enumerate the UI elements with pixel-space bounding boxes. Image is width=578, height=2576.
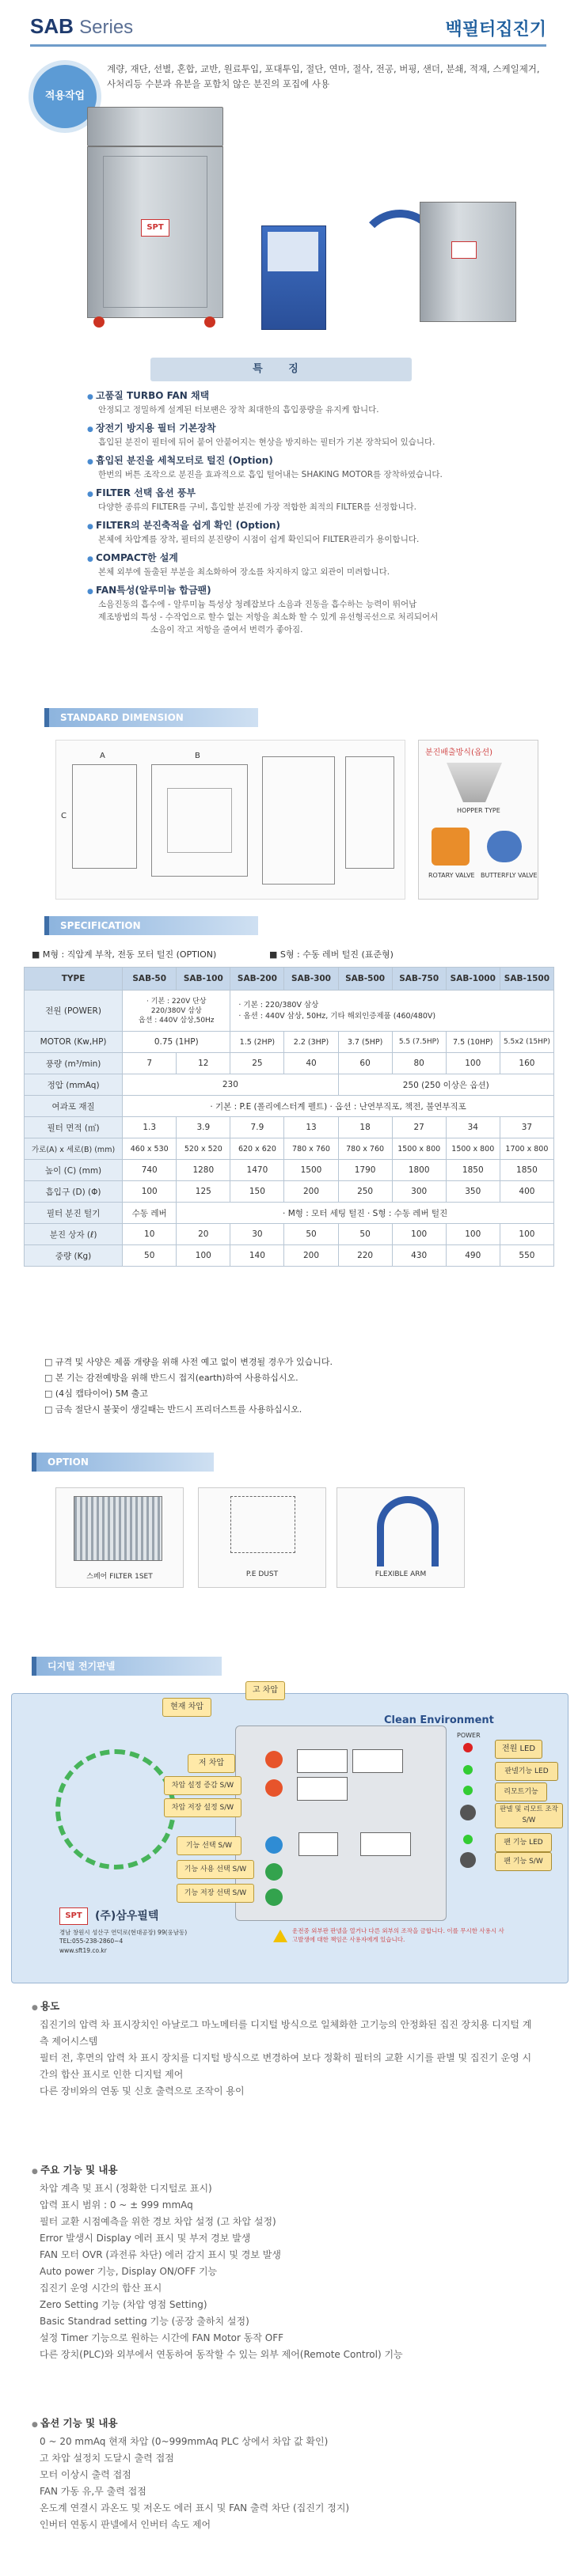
label-fn-select: 기능 선택 S/W bbox=[177, 1836, 241, 1855]
table-row: 필터 분진 털기 수동 레버 · M형 : 모터 세팅 털진 · S형 : 수동 레버 털진 bbox=[25, 1203, 554, 1224]
table-row: 중량 (Kg) 50 100 140 200 220 430 490 550 bbox=[25, 1245, 554, 1267]
series-logo: SAB Series bbox=[30, 14, 134, 38]
digital-title: 디지털 전기판넬 bbox=[32, 1657, 222, 1676]
product-image-main bbox=[87, 107, 222, 328]
warning-text: 운전중 외부판 판넬을 열거나 다른 외부의 조작을 금합니다. 이를 무시한 사용시 사고발생에 대한 책임은 사용자에게 있습니다. bbox=[292, 1927, 504, 1943]
spec-table bbox=[24, 967, 554, 1267]
table-row: 필터 면적 (㎡) 1.3 3.9 7.9 13 18 27 34 37 bbox=[25, 1117, 554, 1138]
table-row: 정압 (mmAq) 230 250 (250 이상은 옵션) bbox=[25, 1074, 554, 1096]
specification-title: SPECIFICATION bbox=[44, 916, 258, 935]
dim-label-c: C bbox=[61, 812, 67, 820]
power-label: POWER bbox=[457, 1732, 481, 1739]
option-item-arm: FLEXIBLE ARM bbox=[337, 1487, 465, 1588]
features-title: 특 징 bbox=[150, 358, 412, 381]
part-rotary: ROTARY VALVE bbox=[428, 872, 475, 879]
increase-button[interactable] bbox=[265, 1751, 283, 1768]
label-power-led: 전원 LED bbox=[495, 1740, 542, 1759]
label-remote: 리모트기능 bbox=[495, 1782, 547, 1801]
fan-switch[interactable] bbox=[460, 1852, 476, 1868]
table-row: 전원 (POWER) · 기본 : 220V 단상 220/380V 삼상 옵션 : 440V 삼상,50Hz · 기본 : 220/380V 삼상 · 옵션 : 440V 삼상, 50Hz, 기타 해외인증제품 (460/480V) bbox=[25, 991, 554, 1032]
company-address: 경남 창원시 성산구 연덕로(현대공장) 99(웅남동) bbox=[59, 1929, 188, 1936]
panel-title: Clean Environment bbox=[384, 1714, 494, 1726]
product-logo: SPT bbox=[141, 219, 169, 237]
page-header bbox=[0, 0, 578, 51]
option-item-filter: 스페어 FILTER 1SET bbox=[55, 1487, 184, 1588]
company-web: www.sft19.co.kr bbox=[59, 1947, 107, 1954]
decrease-button[interactable] bbox=[265, 1779, 283, 1797]
feature-item: ● 고품질 TURBO FAN 채택 안정되고 정밀하게 설계된 터보팬은 장착 최대한의 흡입풍량을 유지케 합니다. bbox=[87, 389, 530, 416]
digital-panel bbox=[11, 1686, 568, 1983]
company-logo: SPT bbox=[59, 1907, 88, 1925]
display-low bbox=[297, 1777, 348, 1801]
label-pressure-save: 차압 저장 설정 S/W bbox=[164, 1798, 241, 1817]
label-pressure-adjust: 차압 설정 증감 S/W bbox=[164, 1776, 241, 1795]
display-fn bbox=[299, 1832, 338, 1856]
page-title: 백필터집진기 bbox=[445, 20, 546, 40]
feature-item: ● 장전기 방지용 필터 기본장착 흡입된 분진이 필터에 뒤어 붙어 안붙어지는 현상을 방지하는 필터가 기본 장착되어 있습니다. bbox=[87, 422, 530, 449]
part-hopper: HOPPER TYPE bbox=[457, 807, 500, 814]
power-led bbox=[463, 1743, 473, 1752]
m-type-note: ■ M형 : 직압계 부착, 전동 모터 털진 (OPTION) bbox=[32, 949, 217, 960]
dimension-drawing bbox=[55, 740, 405, 900]
discharge-options-title: 분진배출방식(옵션) bbox=[425, 748, 493, 757]
fan-led bbox=[463, 1835, 473, 1844]
fn-save-button[interactable] bbox=[265, 1888, 283, 1906]
options-section: ● 옵션 기능 및 내용 0 ~ 20 mmAq 현재 차압 (0~999mmAq PLC 상에서 차압 값 확인) 고 차압 설정치 도달시 출력 접점 모터 이상시 출력 접점 FAN 가동 유,무 출력 접점 온도계 연결시 과온도 및 저온도 에러 표시 및 FAN 출력 차단 (집진기 정지) 인버터 연동시 판넬에서 인버터 속도 제어 bbox=[32, 2415, 538, 2533]
label-low-pressure: 저 차압 bbox=[188, 1754, 235, 1773]
display-high bbox=[352, 1749, 403, 1773]
table-row: 가로(A) x 세로(B) (mm) 460 x 530 520 x 520 620 x 620 780 x 760 780 x 760 1500 x 800 1500 x 800 1700 x 800 bbox=[25, 1138, 554, 1160]
company-tel: TEL:055-238-2860~4 bbox=[59, 1938, 124, 1945]
features-list bbox=[87, 389, 530, 636]
vortex-graphic bbox=[55, 1749, 176, 1869]
header-divider bbox=[30, 44, 546, 47]
usage-text: 계량, 재단, 선별, 혼합, 교반, 원료투입, 포대투입, 절단, 연마, 절삭, 전공, 버핑, 샌더, 분쇄, 적재, 스케일제거, 사처리등 수분과 유분을 포함치 않은 분진의 포집에 사용 bbox=[107, 63, 540, 89]
option-item-dust: P.E DUST bbox=[198, 1487, 326, 1588]
table-row: 풍량 (m³/min) 7 12 25 40 60 80 100 160 bbox=[25, 1053, 554, 1074]
product-image-set bbox=[261, 194, 546, 332]
s-type-note: ■ S형 : 수동 레버 털진 (표준형) bbox=[269, 949, 394, 960]
main-functions-section: ● 주요 기능 및 내용 차압 계측 및 표시 (정확한 디지털로 표시) 압력 표시 범위 : 0 ~ ± 999 mmAq 필터 교환 시점예측을 위한 경보 차압 설정 (고 차압 설정) Error 발생시 Display 에러 표시 및 부저 경보 발생 FAN 모터 OVR (과전류 차단) 에러 감지 표시 및 경보 발생 Auto power 기능, Display ON/OFF 기능 집진기 운영 시간의 합산 표시 Zero Setting 기능 (차압 영점 Setting) Basic Standrad setting 기능 (공장 출하치 설정) 설정 Timer 기능으로 원하는 시간에 FAN Motor 동작 OFF 다른 장치(PLC)와 외부에서 연동하여 동작할 수 있는 외부 제어(Remote Control) 기능 bbox=[32, 2161, 538, 2363]
warning-icon bbox=[273, 1930, 287, 1942]
company-name: (주)삼우필텍 bbox=[95, 1910, 159, 1923]
label-fn-use: 기능 사용 선택 S/W bbox=[177, 1860, 254, 1879]
spec-notes: □ 규격 및 사양은 제품 개량을 위해 사전 예고 없이 변경될 경우가 있습니다. □ 본 기는 감전예방을 위해 반드시 접지(earth)하여 사용하십시오. □ (4심 캡타이어) 5M 출고 □ 금속 절단시 불꽃이 생길때는 반드시 프리더스트를 사용하십시오. bbox=[44, 1357, 333, 1415]
label-panel-led: 판넬기능 LED bbox=[495, 1762, 558, 1781]
panel-remote-switch[interactable] bbox=[460, 1805, 476, 1820]
fn-select-button[interactable] bbox=[265, 1836, 283, 1854]
label-current-pressure: 현재 차압 bbox=[162, 1698, 211, 1717]
remote-led bbox=[463, 1786, 473, 1795]
usage-section: ● 용도 집진기의 압력 차 표시장치인 아날로그 마노메터를 디지털 방식으로 일체화한 고기능의 안정화된 집진 장치용 디지털 계측 제어시스템 필터 전, 후면의 압력 차 표시 장치를 디지털 방식으로 변경하여 보다 정확히 필터의 교환 시기를 판별 및 집진기 운영 시간의 합산 표시로 인한 디지털 제어 다른 장비와의 연동 및 신호 출력으로 조작이 용이 bbox=[32, 1998, 538, 2100]
option-title: OPTION bbox=[32, 1453, 214, 1472]
display-fn-value bbox=[360, 1832, 411, 1856]
feature-item: ● FILTER 선택 옵션 풍부 다양한 종류의 FILTER를 구비, 흡입할 분진에 가장 적합한 최적의 FILTER를 선정합니다. bbox=[87, 487, 530, 513]
feature-item: ● COMPACT한 설계 본체 외부에 돌출된 부분을 최소화하여 장소를 차지하지 않고 외관이 미려합니다. bbox=[87, 551, 530, 578]
panel-led bbox=[463, 1765, 473, 1775]
label-fn-save: 기능 저장 선택 S/W bbox=[177, 1884, 254, 1903]
feature-item: ● FILTER의 분진축적을 쉽게 확인 (Option) 본체에 차압계를 장착, 필터의 분진량이 시점이 쉽게 확인되어 FILTER관리가 용이합니다. bbox=[87, 519, 530, 546]
dim-label-a: A bbox=[100, 752, 105, 760]
discharge-options bbox=[418, 740, 538, 900]
label-high-pressure: 고 차압 bbox=[245, 1681, 285, 1700]
table-row: TYPE SAB-50 SAB-100 SAB-200 SAB-300 SAB-500 SAB-750 SAB-1000 SAB-1500 bbox=[25, 968, 554, 991]
label-fan-led: 팬 기능 LED bbox=[495, 1833, 552, 1852]
feature-item: ● FAN특성(알루미늄 합금팬) 소음진동의 흡수에 - 알루미늄 특성상 청례잡보다 소음과 진동을 흡수하는 능력이 뛰어남 제조방법의 특성 - 수작업으로 할수 없는 저항을 최소화 할 수 있게 유선형곡선으로 처리되어서 소음이 작고 저항을 줄여서 번력가 좋아짐. bbox=[87, 584, 530, 636]
table-row: 분진 상자 (ℓ) 10 20 30 50 50 100 100 100 bbox=[25, 1224, 554, 1245]
standard-dimension-title: STANDARD DIMENSION bbox=[44, 708, 258, 727]
dim-label-b: B bbox=[195, 752, 200, 760]
table-row: 여과포 재질 · 기본 : P.E (폴리에스터계 펠트) · 옵션 : 난연부직포, 책전, 불연부직포 bbox=[25, 1096, 554, 1117]
part-butterfly: BUTTERFLY VALVE bbox=[481, 872, 538, 879]
label-panel-remote-switch: 판넬 및 리모트 조작 S/W bbox=[495, 1803, 563, 1828]
fn-use-button[interactable] bbox=[265, 1863, 283, 1881]
display-current bbox=[297, 1749, 348, 1773]
table-row: MOTOR (Kw,HP) 0.75 (1HP) 1.5 (2HP) 2.2 (3HP) 3.7 (5HP) 5.5 (7.5HP) 7.5 (10HP) 5.5x2 (15HP) bbox=[25, 1032, 554, 1053]
label-fan-switch: 팬 기능 S/W bbox=[495, 1852, 552, 1871]
table-row: 높이 (C) (mm) 740 1280 1470 1500 1790 1800 1850 1850 bbox=[25, 1160, 554, 1181]
table-row: 흡입구 (D) (Φ) 100 125 150 200 250 300 350 400 bbox=[25, 1181, 554, 1203]
feature-item: ● 흡입된 분진을 세척모터로 털진 (Option) 한번의 버튼 조작으로 분진을 효과적으로 흡입 털어내는 SHAKING MOTOR를 장착하였습니다. bbox=[87, 454, 530, 481]
usage-badge: 적용작업 bbox=[33, 65, 97, 128]
